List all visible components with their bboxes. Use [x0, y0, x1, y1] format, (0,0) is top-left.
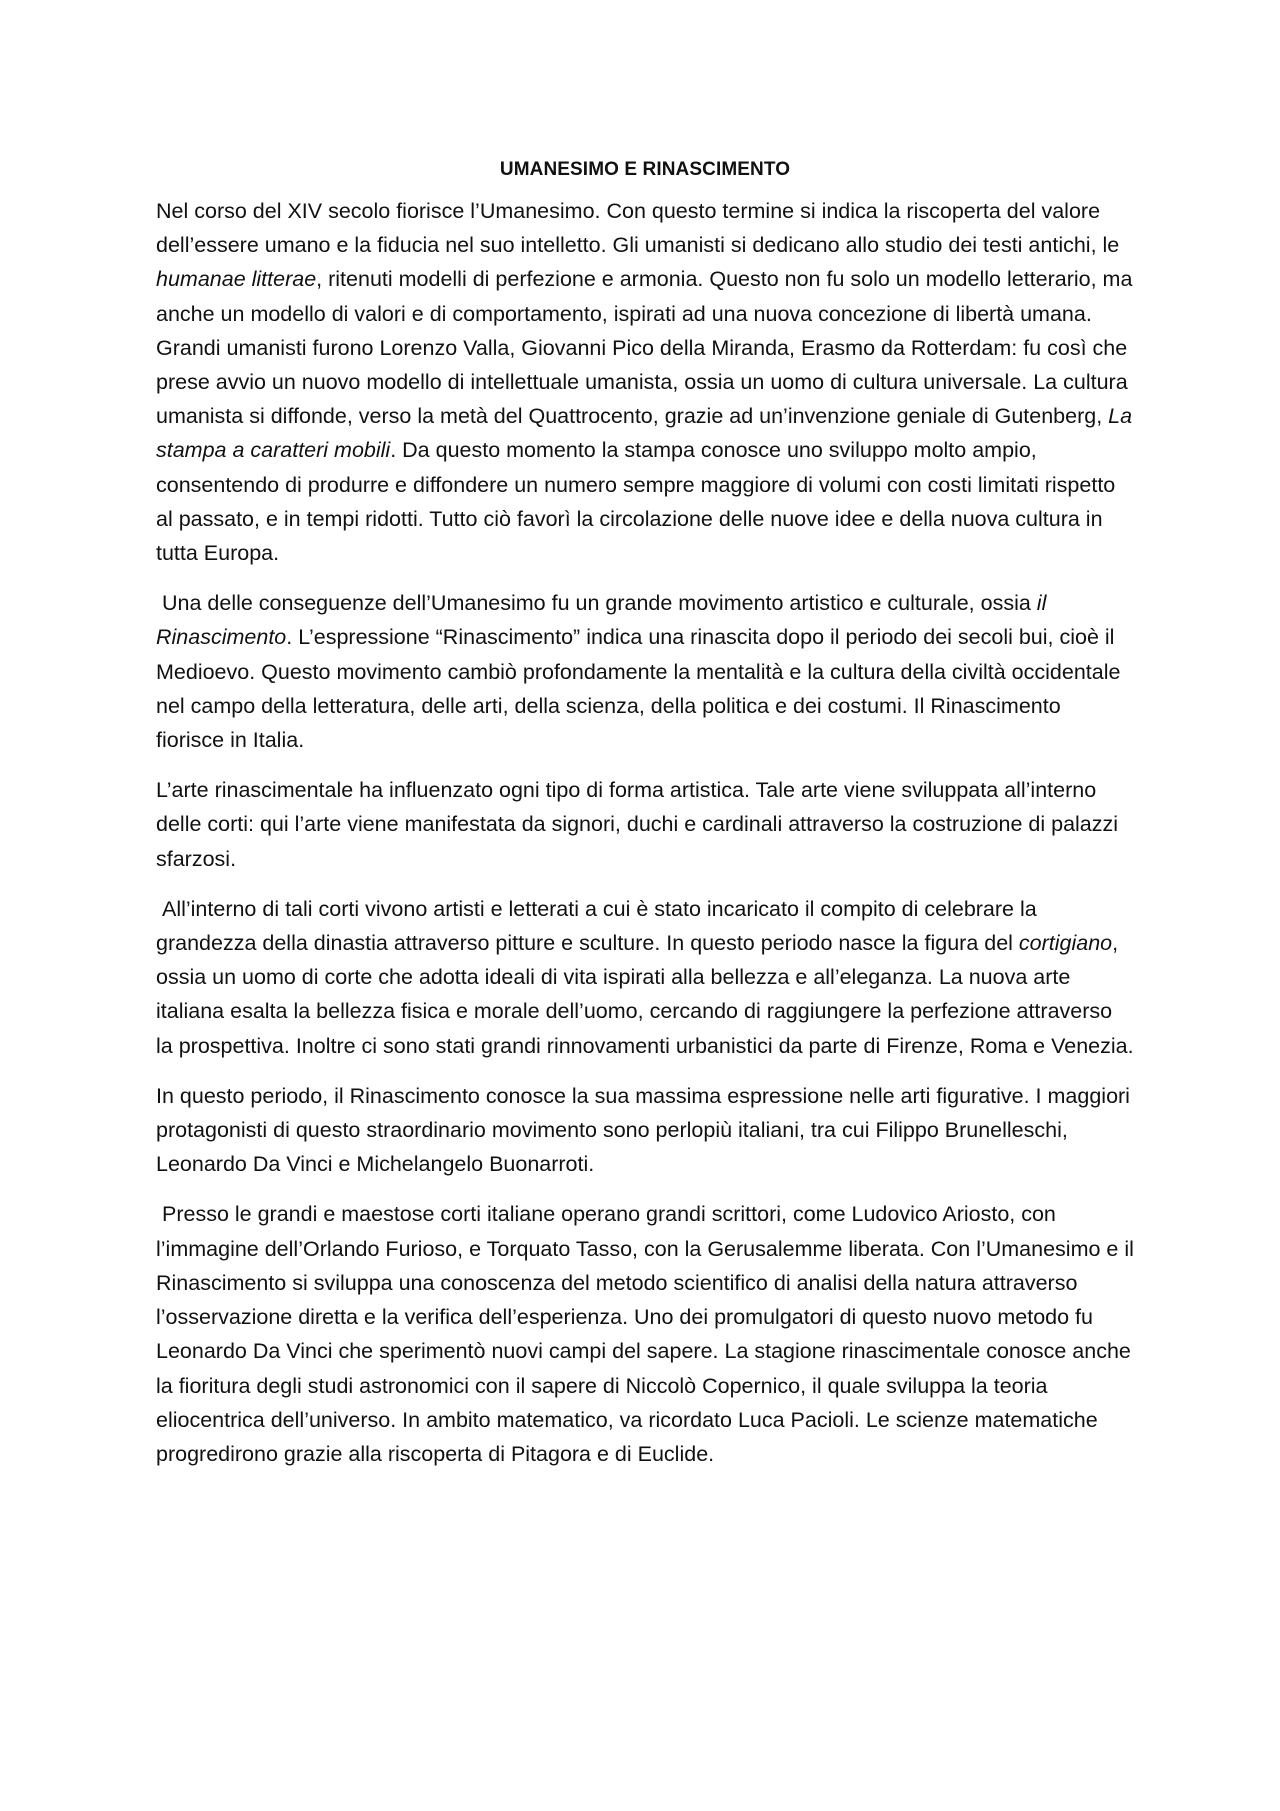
body-paragraph: [156, 892, 1134, 1063]
text-run: Nel corso del XIV secolo fiorisce l’Umanesimo. Con questo termine si indica la riscoperta del valore dell’essere umano e la fiducia nel suo intelletto. Gli umanisti si dedicano allo studio dei testi antichi, le: [156, 199, 1120, 258]
body-paragraph: [156, 1197, 1134, 1471]
text-run: In questo periodo, il Rinascimento conosce la sua massima espressione nelle arti figurative. I maggiori protagonisti di questo straordinario movimento sono perlopiù italiani, tra cui Filippo Brunelleschi, Leonardo Da Vinci e Michelangelo Buonarroti.: [156, 1083, 1130, 1177]
text-run: . L’espressione “Rinascimento” indica una rinascita dopo il periodo dei secoli bui, cioè il Medioevo. Questo movimento cambiò profondamente la mentalità e la cultura della civiltà occidentale nel campo della letteratura, delle arti, della scienza, della politica e dei costumi. Il Rinascimento fiorisce in Italia.: [156, 625, 1121, 753]
body-paragraph: [156, 194, 1134, 570]
text-run: Una delle conseguenze dell’Umanesimo fu un grande movimento artistico e culturale, ossia: [161, 591, 1037, 616]
text-run: All’interno di tali corti vivono artisti e letterati a cui è stato incaricato il compito di celebrare la grandezza della dinastia attraverso pitture e sculture. In questo periodo nasce la figura del: [156, 896, 1037, 956]
body-paragraph: [156, 1079, 1134, 1182]
text-run: Presso le grandi e maestose corti italiane operano grandi scrittori, come Ludovico Ariosto, con l’immagine dell’Orlando Furioso, e Torquato Tasso, con la Gerusalemme liberata. Con l’Umanesimo e il Rinascimento si sviluppa una conoscenza del metodo scientifico di analisi della natura attraverso l’osservazione diretta e la verifica dell’esperienza. Uno dei promulgatori di questo nuovo metodo fu Leonardo Da Vinci che sperimentò nuovi campi del sapere. La stagione rinascimentale conosce anche la fioritura degli studi astronomici con il sapere di Niccolò Copernico, il quale sviluppa la teoria eliocentrica dell’universo. In ambito matematico, va ricordato Luca Pacioli. Le scienze matematiche progredirono grazie alla riscoperta di Pitagora e di Euclide.: [156, 1202, 1134, 1466]
document-body: [156, 194, 1134, 1471]
text-run: . Da questo momento la stampa conosce uno sviluppo molto ampio, consentendo di produrre e diffondere un numero sempre maggiore di volumi con costi limitati rispetto al passato, e in tempi ridotti. Tutto ciò favorì la circolazione delle nuove idee e della nuova cultura in tutta Europa.: [156, 438, 1116, 566]
italic-text-run: il Rinascimento: [156, 591, 1047, 650]
text-run: , ossia un uomo di corte che adotta ideali di vita ispirati alla bellezza e all’eleganza. La nuova arte italiana esalta la bellezza fisica e morale dell’uomo, cercando di raggiungere la perfezione attraverso la prospettiva. Inoltre ci sono stati grandi rinnovamenti urbanistici da parte di Firenze, Roma e Venezia.: [156, 931, 1134, 1058]
italic-text-run: cortigiano: [1018, 931, 1113, 956]
text-run: , ritenuti modelli di perfezione e armonia. Questo non fu solo un modello letterario, ma anche un modello di valori e di comportamento, ispirati ad una nuova concezione di libertà umana. Grandi umanisti furono Lorenzo Valla, Giovanni Pico della Miranda, Erasmo da Rotterdam: fu così che prese avvio un nuovo modello di intellettuale umanista, ossia un uomo di cultura universale. La cultura umanista si diffonde, verso la metà del Quattrocento, grazie ad un’invenzione geniale di Gutenberg,: [156, 267, 1133, 429]
italic-text-run: La stampa a caratteri mobili: [156, 404, 1133, 463]
document-title: UMANESIMO E RINASCIMENTO: [499, 159, 791, 180]
italic-text-run: humanae litterae: [156, 267, 317, 292]
text-run: L’arte rinascimentale ha influenzato ogni tipo di forma artistica. Tale arte viene sviluppata all’interno delle corti: qui l’arte viene manifestata da signori, duchi e cardinali attraverso la costruzione di palazzi sfarzosi.: [156, 778, 1119, 871]
body-paragraph: [156, 773, 1134, 876]
document-page: [156, 150, 1134, 1487]
body-paragraph: [156, 586, 1134, 757]
